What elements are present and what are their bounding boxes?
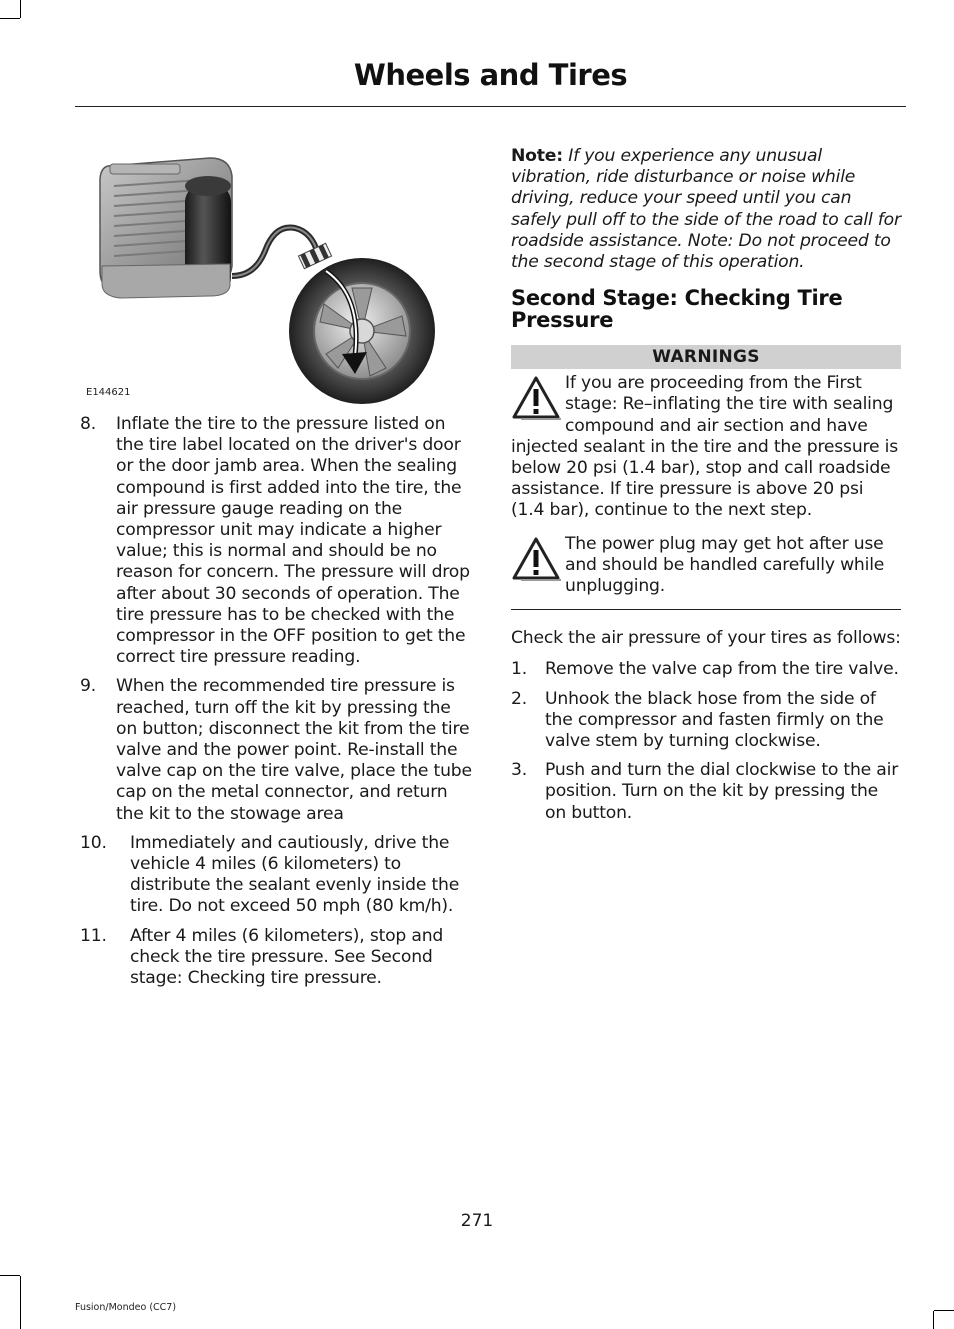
warning-item — [511, 373, 901, 521]
warnings-divider — [511, 609, 901, 610]
step-list — [80, 414, 472, 989]
intro-text: Check the air pressure of your tires as follows: — [511, 628, 901, 649]
page-number: 271 — [460, 1211, 494, 1231]
list-item — [511, 760, 901, 824]
warning-triangle-icon — [511, 536, 561, 582]
tire-inflator-figure — [80, 146, 465, 404]
warning-triangle-icon — [511, 375, 561, 421]
warning-text: The power plug may get hot after use and should be handled carefully while unplugging. — [565, 533, 885, 597]
step-number: 10. — [80, 832, 107, 853]
crop-mark — [0, 1275, 20, 1276]
step-number: 2. — [511, 688, 527, 709]
tire-inflator-kit-illustration — [80, 146, 465, 404]
step-number: 11. — [80, 925, 107, 946]
step-text: Inflate the tire to the pressure listed on the tire label located on the driver's door or the door jamb area. When the sealing compound is first added into the tire, the air pressure gauge reading on the compressor unit may indicate a higher value; this is normal and should be no reason for concern. The pressure will drop after about 30 seconds of operation. The tire pressure has to be checked with the compressor in the OFF position to get the correct tire pressure reading. — [116, 414, 470, 668]
list-item — [80, 833, 472, 918]
left-column — [80, 414, 472, 997]
crop-mark — [934, 1310, 954, 1311]
step-text: Remove the valve cap from the tire valve. — [545, 659, 899, 680]
warning-text: If you are proceeding from the First stage: Re–inflating the tire with sealing compound and air section and have injected sealant in the tire and the pressure is below 20 psi (1.4 bar), stop and call roadside assistance. If tire pressure is above 20 psi (1.4 bar), continue to the next step. — [511, 373, 898, 521]
step-text: When the recommended tire pressure is reached, turn off the kit by pressing the on button; disconnect the kit from the tire valve and the power point. Re-install the valve cap on the tire valve, place the tube cap on the metal connector, and return the kit to the stowage area — [116, 676, 472, 824]
step-text: Immediately and cautiously, drive the vehicle 4 miles (6 kilometers) to distribute the sealant evenly inside the tire. Do not exceed 50 mph (80 km/h). — [130, 832, 460, 917]
step-number: 1. — [511, 659, 527, 680]
crop-mark — [933, 1311, 934, 1329]
figure-id: E144621 — [86, 387, 131, 398]
list-item — [511, 659, 901, 680]
footer-model: Fusion/Mondeo (CC7) — [75, 1302, 177, 1313]
step-text: Unhook the black hose from the side of the compressor and fasten firmly on the valve stem by turning clockwise. — [545, 688, 884, 752]
warning-item — [511, 534, 901, 598]
note-label: Note: — [511, 146, 563, 166]
page-title: Wheels and Tires — [353, 58, 628, 92]
list-item — [80, 414, 472, 668]
crop-mark — [20, 0, 21, 18]
section-heading: Second Stage: Checking Tire Pressure — [511, 286, 843, 333]
list-item — [80, 676, 472, 824]
step-list — [511, 659, 901, 823]
note-text: If you experience any unusual vibration, ride disturbance or noise while driving, reduce your speed until you can safely pull off to the side of the road to call for roadside assistance. Note: Do not proceed to the second stage of this operation. — [511, 146, 901, 273]
warnings-header: WARNINGS — [511, 345, 901, 369]
step-text: Push and turn the dial clockwise to the air position. Turn on the kit by pressing the on button. — [545, 760, 899, 823]
title-divider — [75, 106, 906, 107]
crop-mark — [20, 1276, 21, 1329]
step-number: 3. — [511, 760, 527, 781]
list-item — [511, 689, 901, 753]
crop-mark — [0, 18, 20, 19]
step-text: After 4 miles (6 kilometers), stop and check the tire pressure. See Second stage: Checking tire pressure. — [130, 925, 444, 989]
step-number: 8. — [80, 414, 96, 434]
right-column — [511, 146, 901, 832]
list-item — [80, 926, 472, 990]
step-number: 9. — [80, 676, 96, 697]
note — [511, 146, 901, 273]
